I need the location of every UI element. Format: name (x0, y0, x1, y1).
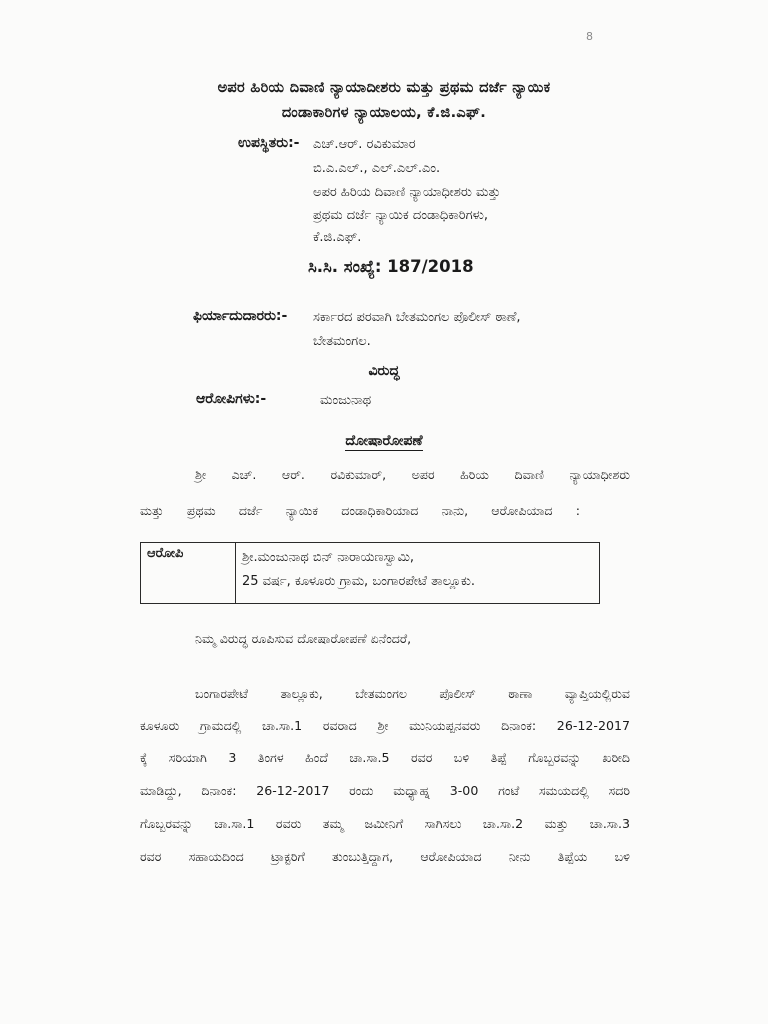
body-line-1: ಬಂಗಾರಪೇಟೆ ತಾಲ್ಲೂಕು, ಬೇತಮಂಗಲ ಪೊಲೀಸ್ ಠಾಣಾ ವ್ಯಾಪ್ತಿಯಲ್ಲಿರುವ (195, 686, 630, 701)
charge-title (0, 433, 768, 449)
present-line: ಅಪರ ಹಿರಿಯ ದಿವಾಣಿ ನ್ಯಾಯಾಧೀಶರು ಮತ್ತು (313, 185, 501, 200)
accused-table (140, 542, 600, 604)
complainant-line-2: ಬೇತಮಂಗಲ. (313, 334, 371, 349)
charge-title-text: ದೋಷಾರೋಪಣೆ (345, 433, 423, 449)
table-row (141, 543, 600, 604)
body-line-6: ರವರ ಸಹಾಯದಿಂದ ಟ್ರಾಕ್ಟರಿಗೆ ತುಂಬುತ್ತಿದ್ದಾಗ, ಆರೋಪಿಯಾದ ನೀನು ತಿಪ್ಪೆಯ ಬಳಿ (140, 849, 630, 864)
accused-table-line-2: 25 ವರ್ಷ, ಕೂಳೂರು ಗ್ರಾಮ, ಬಂಗಾರಪೇಟೆ ತಾಲ್ಲೂಕು. (242, 574, 476, 589)
present-line: ಎಚ್.ಆರ್. ರವಿಕುಮಾರ (313, 137, 416, 152)
complainant-label: ಫಿರ್ಯಾದುದಾರರು:- (193, 308, 288, 324)
present-line: ಕೆ.ಜಿ.ಎಫ್. (313, 230, 362, 245)
court-title-line-1: ಅಪರ ಹಿರಿಯ ದಿವಾಣಿ ನ್ಯಾಯಾದೀಶರು ಮತ್ತು ಪ್ರಥಮ ದರ್ಜೆ ನ್ಯಾಯಿಕ (217, 80, 551, 96)
present-label: ಉಪಸ್ಥಿತರು:- (238, 135, 300, 151)
present-line: ಬಿ.ಎ.ಎಲ್., ಎಲ್.ಎಲ್.ಎಂ. (313, 161, 441, 176)
present-line: ಪ್ರಥಮ ದರ್ಜೆ ನ್ಯಾಯಿಕ ದಂಡಾಧಿಕಾರಿಗಳು, (313, 208, 488, 223)
intro-line-2: ಮತ್ತು ಪ್ರಥಮ ದರ್ಜೆ ನ್ಯಾಯಿಕ ದಂಡಾಧಿಕಾರಿಯಾದ ನಾನು, ಆರೋಪಿಯಾದ : (140, 503, 580, 518)
case-number: ಸಿ.ಸಿ. ಸಂಖ್ಯೆ: 187/2018 (308, 257, 474, 276)
accused-table-line-1: ಶ್ರೀ.ಮಂಜುನಾಥ ಬಿನ್ ನಾರಾಯಣಸ್ವಾಮಿ, (242, 550, 415, 565)
complainant-line-1: ಸರ್ಕಾರದ ಪರವಾಗಿ ಬೇತಮಂಗಲ ಪೊಲೀಸ್ ಠಾಣೆ, (313, 310, 521, 325)
body-line-5: ಗೊಬ್ಬರವನ್ನು ಚಾ.ಸಾ.1 ರವರು ತಮ್ಮ ಜಮೀನಿಗೆ ಸಾಗಿಸಲು ಚಾ.ಸಾ.2 ಮತ್ತು ಚಾ.ಸಾ.3 (140, 816, 630, 831)
accused-label: ಆರೋಪಿಗಳು:- (196, 391, 267, 407)
court-title-line-2: ದಂಡಾಕಾರಿಗಳ ನ್ಯಾಯಾಲಯ, ಕೆ.ಜಿ.ಎಫ್. (281, 105, 487, 121)
versus-heading: ವಿರುದ್ಧ (368, 363, 400, 379)
body-line-2: ಕೂಳೂರು ಗ್ರಾಮದಲ್ಲಿ ಚಾ.ಸಾ.1 ರವರಾದ ಶ್ರೀ ಮುನಿಯಪ್ಪನವರು ದಿನಾಂಕ: 26-12-2017 (140, 718, 630, 733)
body-line-3: ಕ್ಕೆ ಸರಿಯಾಗಿ 3 ತಿಂಗಳ ಹಿಂದೆ ಚಾ.ಸಾ.5 ರವರ ಬಳಿ ತಿಪ್ಪೆ ಗೊಬ್ಬರವನ್ನು ಖರೀದಿ (140, 750, 630, 765)
intro-line-1: ಶ್ರೀ ಎಚ್. ಆರ್. ರವಿಕುಮಾರ್, ಅಪರ ಹಿರಿಯ ದಿವಾಣಿ ನ್ಯಾಯಾಧೀಶರು (195, 467, 630, 482)
accused-name: ಮಂಜುನಾಥ (320, 393, 372, 408)
charge-intro: ನಿಮ್ಮ ವಿರುದ್ಧ ರೂಪಿಸುವ ದೋಷಾರೋಪಣೆ ಏನೆಂದರೆ, (195, 631, 412, 646)
page-mark: 8 (586, 30, 593, 43)
body-line-4: ಮಾಡಿದ್ದು, ದಿನಾಂಕ: 26-12-2017 ರಂದು ಮಧ್ಯಾಹ್ನ 3-00 ಗಂಟೆ ಸಮಯದಲ್ಲಿ ಸದರಿ (140, 783, 630, 798)
accused-table-value (236, 543, 600, 604)
accused-table-key: ಆರೋಪಿ (141, 543, 236, 604)
